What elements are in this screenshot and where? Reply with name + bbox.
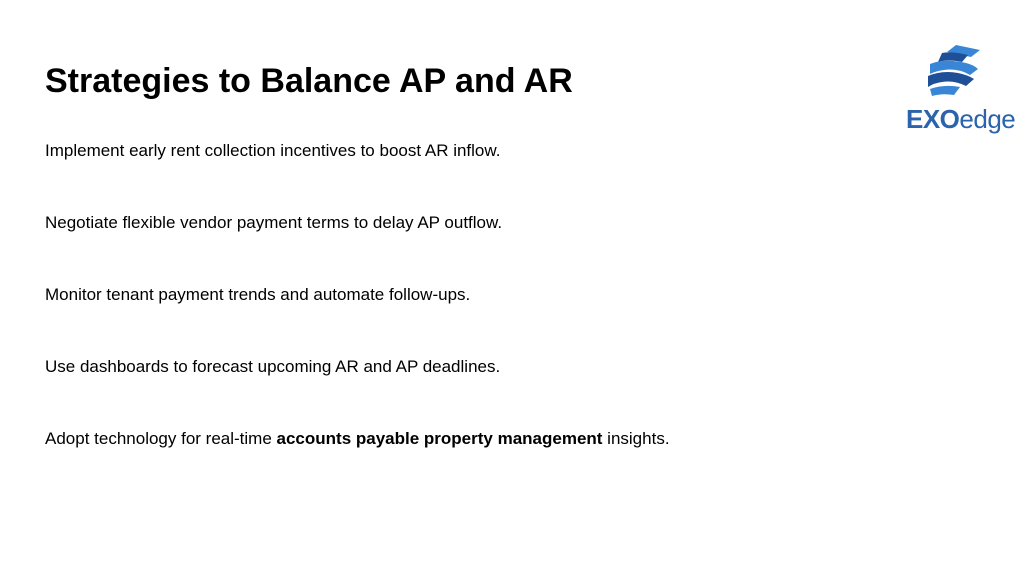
bullet-text-bold: accounts payable property management bbox=[276, 429, 603, 448]
bullet-item: Monitor tenant payment trends and automate follow-ups. bbox=[45, 285, 471, 304]
exoedge-wordmark bbox=[906, 104, 1015, 134]
bullet-text-suffix: insights. bbox=[602, 429, 670, 448]
bullet-list bbox=[45, 138, 905, 498]
bullet-text-prefix: Adopt technology for real-time bbox=[45, 429, 277, 448]
wordmark-bold: EXO bbox=[906, 104, 960, 134]
wordmark-regular: edge bbox=[959, 104, 1016, 134]
slide-title: Strategies to Balance AP and AR bbox=[45, 62, 573, 100]
exoedge-mark-icon bbox=[922, 44, 984, 100]
bullet-item: Implement early rent collection incentives to boost AR inflow. bbox=[45, 141, 501, 160]
bullet-item: Negotiate flexible vendor payment terms to delay AP outflow. bbox=[45, 213, 503, 232]
bullet-item: Use dashboards to forecast upcoming AR and AP deadlines. bbox=[45, 357, 501, 376]
bullet-item bbox=[45, 426, 905, 498]
exoedge-logo bbox=[902, 44, 1016, 140]
